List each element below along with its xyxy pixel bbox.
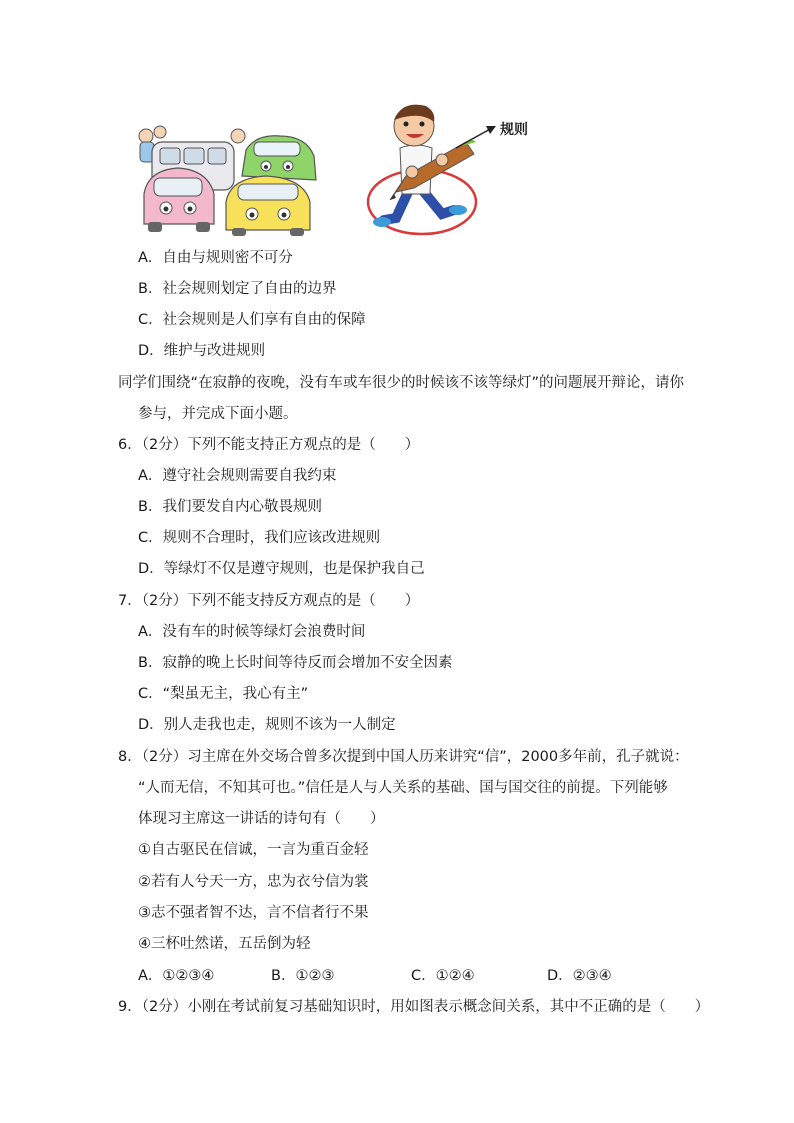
pink-car bbox=[144, 168, 214, 232]
q8-choice-a: A．①②③④ bbox=[138, 968, 215, 984]
q8-item-3: ③志不强者智不达，言不信者行不果 bbox=[138, 905, 369, 921]
q7-option-a: A．没有车的时候等绿灯会浪费时间 bbox=[138, 624, 366, 640]
q8-item-1: ①自古驱民在信诚，一言为重百金轻 bbox=[138, 842, 369, 858]
q7-option-b: B．寂静的晚上长时间等待反而会增加不安全因素 bbox=[138, 655, 453, 671]
q8-stem-line3: 体现习主席这一讲话的诗句有（ ） bbox=[138, 811, 385, 827]
yellow-car bbox=[226, 176, 310, 236]
debate-intro-line1: 同学们围绕“在寂静的夜晚，没有车或车很少的时候该不该等绿灯”的问题展开辩论，请你 bbox=[118, 375, 685, 391]
q6-stem: 6．（2分）下列不能支持正方观点的是（ ） bbox=[118, 437, 420, 453]
q8-stem-line1: 8．（2分）习主席在外交场合曾多次提到中国人历来讲究“信”，2000多年前，孔子就说： bbox=[118, 749, 689, 765]
q7-stem: 7．（2分）下列不能支持反方观点的是（ ） bbox=[118, 593, 420, 609]
q8-choice-b: B．①②③ bbox=[271, 968, 335, 984]
q5-option-a: A．自由与规则密不可分 bbox=[138, 250, 293, 266]
q6-option-b: B．我们要发自内心敬畏规则 bbox=[138, 499, 322, 515]
q9-stem: 9．（2分）小刚在考试前复习基础知识时，用如图表示概念间关系，其中不正确的是（ ） bbox=[118, 999, 710, 1015]
debate-intro-line2: 参与，并完成下面小题。 bbox=[138, 406, 298, 422]
q8-item-4: ④三杯吐然诺，五岳倒为轻 bbox=[138, 936, 311, 952]
q6-option-d: D．等绿灯不仅是遵守规则，也是保护我自己 bbox=[138, 561, 425, 577]
q6-option-a: A．遵守社会规则需要自我约束 bbox=[138, 468, 337, 484]
q5-option-b: B．社会规则划定了自由的边界 bbox=[138, 281, 337, 297]
q8-choice-d: D．②③④ bbox=[547, 968, 612, 984]
green-car bbox=[242, 136, 316, 180]
q7-option-d: D．别人走我也走，规则不该为一人制定 bbox=[138, 717, 396, 733]
figure-label-rules: 规则 bbox=[500, 122, 528, 138]
traffic-jam-illustration bbox=[138, 124, 320, 238]
q7-option-c: C．“梨虽无主，我心有主” bbox=[138, 686, 309, 702]
boy-with-pencil-illustration bbox=[366, 96, 536, 240]
q8-choice-c: C．①②④ bbox=[411, 968, 475, 984]
q8-item-2: ②若有人兮天一方，忠为衣兮信为裳 bbox=[138, 874, 369, 890]
q5-option-c: C．社会规则是人们享有自由的保障 bbox=[138, 312, 366, 328]
q6-option-c: C．规则不合理时，我们应该改进规则 bbox=[138, 530, 381, 546]
label-arrow bbox=[456, 128, 492, 148]
q5-option-d: D．维护与改进规则 bbox=[138, 343, 266, 359]
q8-stem-line2: “人而无信，不知其可也。”信任是人与人关系的基础、国与国交往的前提。下列能够 bbox=[138, 780, 668, 796]
